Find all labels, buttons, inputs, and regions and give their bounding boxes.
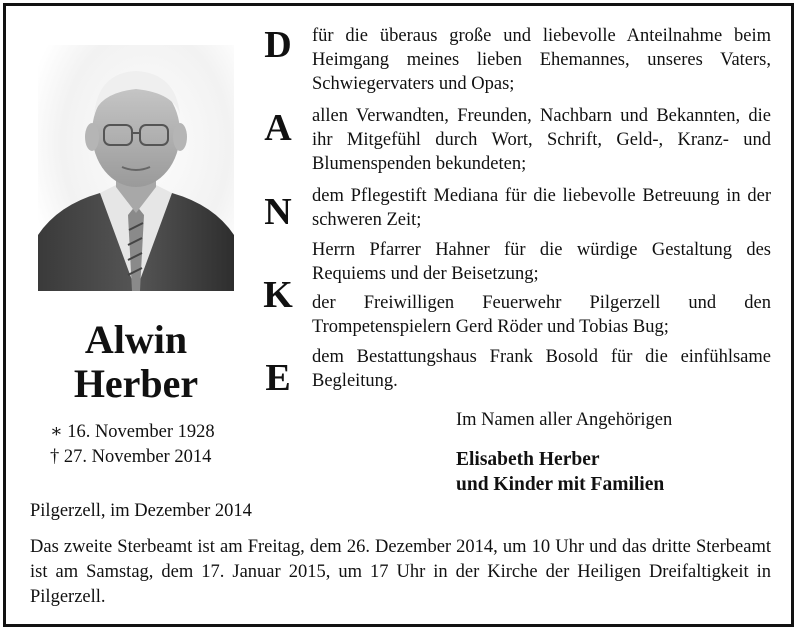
deceased-first-name: Alwin bbox=[84, 317, 188, 362]
thanks-paragraph: der Freiwilligen Feuerwehr Pilgerzell und den Trompetenspielern Gerd Röder und Tobias Bug; bbox=[312, 293, 771, 337]
thanks-paragraph: Herrn Pfarrer Hahner für die würdige Gestaltung des Requiems und der Beisetzung; bbox=[312, 240, 771, 284]
place-date: Pilgerzell, im Dezember 2014 bbox=[30, 501, 252, 521]
signature-intro: Im Namen aller Angehörigen bbox=[456, 410, 673, 430]
signature-name: Elisabeth Herber bbox=[456, 449, 600, 470]
danke-letter-n: N bbox=[264, 191, 292, 233]
deceased-last-name: Herber bbox=[73, 361, 199, 406]
birth-date: ∗ 16. November 1928 bbox=[50, 422, 215, 442]
thanks-paragraph: dem Pflegestift Mediana für die liebevolle Betreuung in der schweren Zeit; bbox=[312, 186, 771, 230]
portrait-illustration bbox=[38, 45, 234, 291]
death-date: † 27. November 2014 bbox=[50, 447, 212, 467]
portrait-photo bbox=[38, 45, 234, 291]
mass-notice: Das zweite Sterbeamt ist am Freitag, dem 26. Dezember 2014, um 10 Uhr und das dritte Sterbeamt ist am Samstag, dem 17. Januar 2015, um 17 Uhr in der Kirche der Heiligen Dreifaltigkeit in Pilgerzell. bbox=[30, 537, 771, 607]
thanks-paragraph: allen Verwandten, Freunden, Nachbarn und Bekannten, die ihr Mitgefühl durch Wort, Schrift, Geld-, Kranz- und Blumenspenden bekundeten; bbox=[312, 106, 771, 174]
thanks-paragraph: für die überaus große und liebevolle Anteilnahme beim Heimgang meines lieben Ehemannes, unseres Vaters, Schwiegervaters und Opas; bbox=[312, 26, 771, 94]
danke-letter-a: A bbox=[264, 107, 292, 149]
thanks-paragraph: dem Bestattungshaus Frank Bosold für die einfühlsame Begleitung. bbox=[312, 347, 771, 391]
danke-letter-k: K bbox=[263, 274, 293, 316]
signature-family: und Kinder mit Familien bbox=[456, 474, 665, 495]
danke-letter-e: E bbox=[265, 357, 291, 399]
danke-letter-d: D bbox=[264, 24, 292, 66]
